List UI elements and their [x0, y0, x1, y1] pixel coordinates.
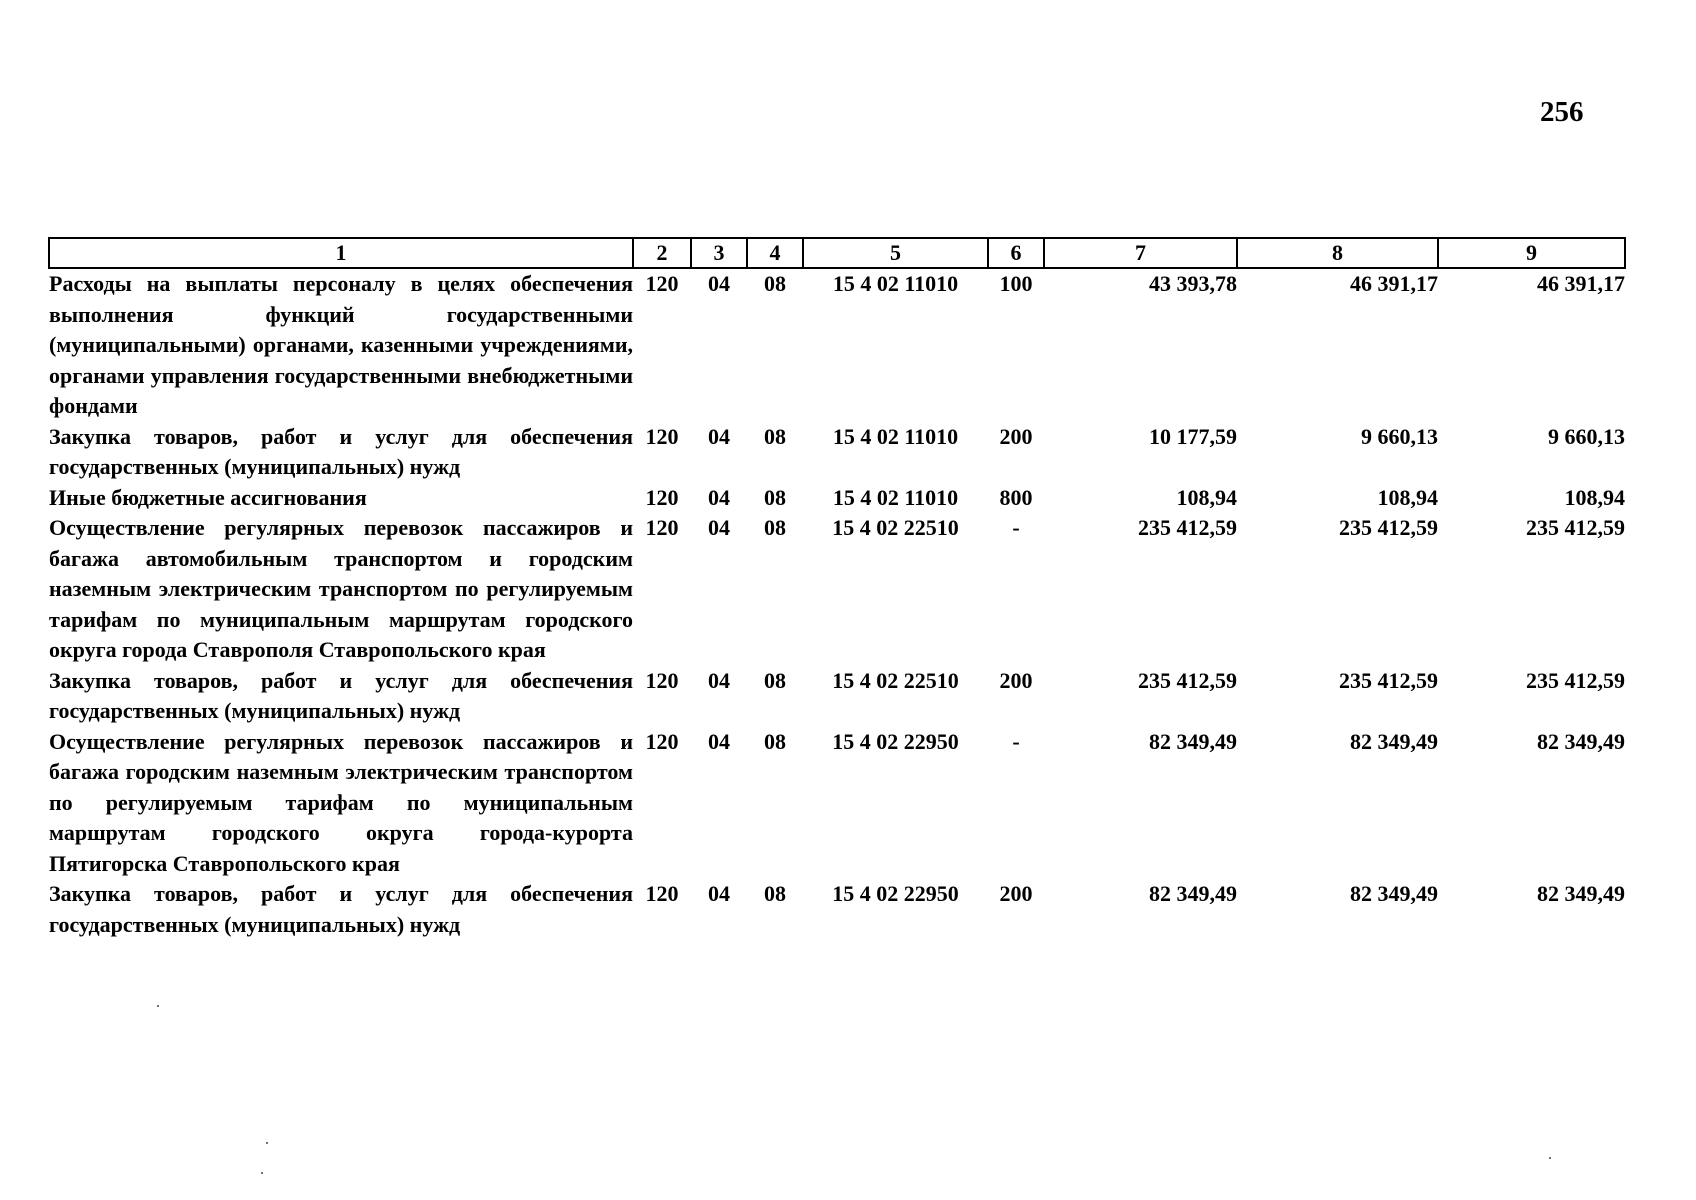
code-cell: 15 4 02 11010 [832, 423, 959, 449]
code-cell: 120 [645, 515, 679, 540]
column-header: 8 [1237, 238, 1438, 268]
amount-cell: 46 391,17 [1350, 271, 1438, 296]
row-description: Расходы на выплаты персоналу в целях обеспечения выполнения функций государственными (муниципальными) органами, казенными учреждениями, органами управления государственными внебюджетными фондами [49, 271, 633, 418]
table-body [49, 268, 1625, 940]
row-description: Закупка товаров, работ и услуг для обеспечения государственных (муниципальных) нужд [49, 881, 633, 937]
code-cell: 08 [764, 271, 786, 296]
table-row [49, 879, 1625, 940]
amount-cell: 235 412,59 [1526, 667, 1625, 693]
table-header [49, 238, 1625, 268]
code-cell: 800 [999, 484, 1033, 510]
code-cell: 15 4 02 22510 [832, 667, 959, 693]
amount-cell: 235 412,59 [1339, 667, 1438, 693]
amount-cell: 82 349,49 [1350, 728, 1438, 754]
table-row [49, 727, 1625, 880]
scan-speck [1549, 1157, 1551, 1159]
amount-cell: 9 660,13 [1361, 423, 1438, 449]
code-cell: 200 [999, 881, 1033, 906]
table-row [49, 513, 1625, 666]
amount-cell: 82 349,49 [1149, 728, 1237, 754]
code-cell: 15 4 02 22950 [832, 728, 959, 754]
code-cell: 04 [708, 881, 730, 906]
scan-speck [266, 1142, 268, 1144]
row-description: Закупка товаров, работ и услуг для обеспечения государственных (муниципальных) нужд [49, 667, 633, 723]
code-cell: 08 [764, 484, 786, 510]
column-header: 2 [633, 238, 691, 268]
amount-cell: 108,94 [1377, 484, 1438, 510]
amount-cell: 82 349,49 [1350, 881, 1438, 906]
amount-cell: 235 412,59 [1138, 515, 1237, 540]
amount-cell: 46 391,17 [1537, 271, 1625, 296]
code-cell: 04 [708, 423, 730, 449]
code-cell: 04 [708, 667, 730, 693]
code-cell: 100 [999, 271, 1033, 296]
code-cell: - [1012, 515, 1020, 540]
table-row [49, 666, 1625, 727]
row-description: Иные бюджетные ассигнования [49, 484, 367, 510]
code-cell: 04 [708, 484, 730, 510]
amount-cell: 108,94 [1176, 484, 1237, 510]
code-cell: 200 [999, 423, 1033, 449]
code-cell: 08 [764, 667, 786, 693]
amount-cell: 82 349,49 [1537, 881, 1625, 906]
table-row [49, 422, 1625, 483]
column-header: 7 [1044, 238, 1237, 268]
amount-cell: 108,94 [1564, 484, 1625, 510]
code-cell: 15 4 02 22950 [832, 881, 959, 906]
code-cell: 08 [764, 728, 786, 754]
amount-cell: 10 177,59 [1149, 423, 1237, 449]
code-cell: 120 [645, 667, 679, 693]
code-cell: 04 [708, 271, 730, 296]
code-cell: 04 [708, 515, 730, 540]
table-row [49, 483, 1625, 514]
row-description: Осуществление регулярных перевозок пассажиров и багажа автомобильным транспортом и городским наземным электрическим транспортом по регулируемым тарифам по муниципальным маршрутам городского округа города Ставрополя Ставропольского края [49, 515, 633, 662]
code-cell: 120 [645, 728, 679, 754]
amount-cell: 235 412,59 [1339, 515, 1438, 540]
amount-cell: 82 349,49 [1537, 728, 1625, 754]
amount-cell: 9 660,13 [1548, 423, 1625, 449]
code-cell: 200 [999, 667, 1033, 693]
code-cell: 08 [764, 515, 786, 540]
scan-speck [261, 1172, 263, 1174]
budget-table [48, 237, 1626, 940]
amount-cell: 235 412,59 [1526, 515, 1625, 540]
column-header: 1 [49, 238, 633, 268]
code-cell: 15 4 02 22510 [832, 515, 959, 540]
column-header: 4 [747, 238, 803, 268]
code-cell: 15 4 02 11010 [832, 484, 959, 510]
code-cell: - [1012, 728, 1020, 754]
code-cell: 08 [764, 881, 786, 906]
row-description: Осуществление регулярных перевозок пассажиров и багажа городским наземным электрическим транспортом по регулируемым тарифам по муниципальным маршрутам городского округа города-курорта Пятигорска Ставропольского края [49, 728, 633, 876]
code-cell: 04 [708, 728, 730, 754]
amount-cell: 235 412,59 [1138, 667, 1237, 693]
code-cell: 120 [645, 271, 679, 296]
scan-speck [157, 1005, 159, 1007]
column-header: 6 [988, 238, 1044, 268]
code-cell: 15 4 02 11010 [832, 271, 959, 296]
code-cell: 120 [645, 484, 679, 510]
header-row [49, 238, 1625, 268]
code-cell: 08 [764, 423, 786, 449]
column-header: 5 [803, 238, 988, 268]
table-row [49, 268, 1625, 422]
code-cell: 120 [645, 881, 679, 906]
page-number: 256 [1540, 96, 1584, 128]
column-header: 3 [691, 238, 747, 268]
column-header: 9 [1438, 238, 1625, 268]
row-description: Закупка товаров, работ и услуг для обеспечения государственных (муниципальных) нужд [49, 423, 633, 479]
amount-cell: 82 349,49 [1149, 881, 1237, 906]
amount-cell: 43 393,78 [1149, 271, 1237, 296]
code-cell: 120 [645, 423, 679, 449]
